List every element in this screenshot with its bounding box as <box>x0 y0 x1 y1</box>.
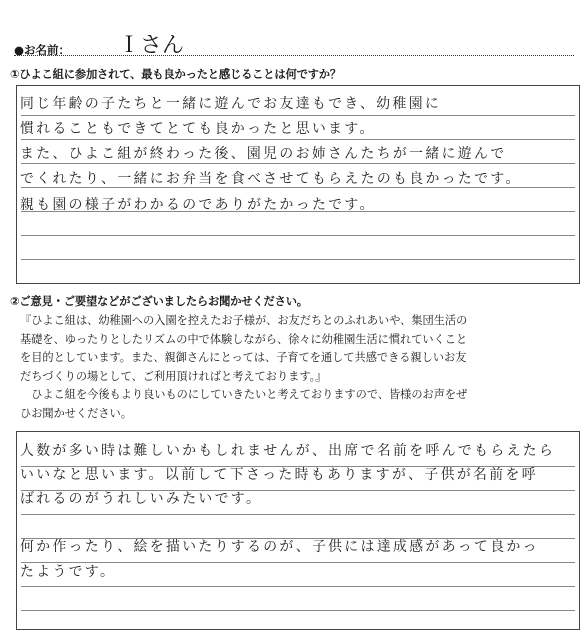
question2-answer-line: ばれるのがうれしいみたいです。 <box>20 491 263 507</box>
ruled-line <box>21 610 575 611</box>
description-line: を目的としています。また、親御さんにとっては、子育てを通して共感できる親しいお友 <box>20 351 467 365</box>
question2-answer-line: 何か作ったり、絵を描いたりするのが、子供には達成感があって良かっ <box>20 539 539 555</box>
ruled-line <box>21 163 575 164</box>
name-label: ●お名前： <box>14 43 71 57</box>
description-line: ひお聞かせください。 <box>20 406 132 420</box>
ruled-line <box>21 259 575 260</box>
question1-answer-line: 慣れることもできてとても良かったと思います。 <box>20 121 376 137</box>
description-line: 基礎を、ゆったりとしたリズムの中で体験しながら、徐々に幼稚園生活に慣れていくこと <box>20 332 468 346</box>
question2-answer-box <box>16 431 580 630</box>
ruled-line <box>21 139 575 140</box>
name-value: Ｉさん <box>118 33 185 58</box>
description-line: だちづくりの場として、ご利用頂ければと考えております。』 <box>20 369 327 383</box>
name-row <box>14 33 574 60</box>
question1-answer-line: 同じ年齢の子たちと一緒に遊んでお友達もでき、幼稚園に <box>20 96 442 112</box>
ruled-line <box>21 235 575 236</box>
ruled-line <box>21 514 575 515</box>
ruled-line <box>21 115 575 116</box>
name-underline <box>14 55 574 56</box>
question1-heading: ①ひよこ組に参加されて、最も良かったと感じることは何ですか？ <box>10 68 341 81</box>
ruled-line <box>21 586 575 587</box>
question1-answer-line: でくれたり、一緒にお弁当を食べさせてもらえたのも良かったです。 <box>20 171 522 187</box>
question2-answer-line: 人数が多い時は難しいかもしれませんが、出席で名前を呼んでもらえたら <box>20 443 556 459</box>
question2-description <box>20 312 575 424</box>
question1-answer-line: 親も園の様子がわかるのでありがたかったです。 <box>20 197 376 213</box>
question2-answer-line: いいなと思います。以前して下さった時もありますが、子供が名前を呼 <box>20 467 538 483</box>
description-line: 『ひよこ組は、幼稚園への入園を控えたお子様が、お友だちとのふれあいや、集団生活の <box>20 314 468 327</box>
description-line: ひよこ組を今後もより良いものにしていきたいと考えておりますので、皆様のお声をぜ <box>20 388 468 402</box>
question2-answer-line: たようです。 <box>20 564 117 580</box>
question2-heading: ②ご意見・ご要望などがございましたらお聞かせください。 <box>10 295 308 308</box>
question1-answer-line: また、ひよこ組が終わった後、園児のお姉さんたちが一緒に遊んで <box>20 146 507 162</box>
